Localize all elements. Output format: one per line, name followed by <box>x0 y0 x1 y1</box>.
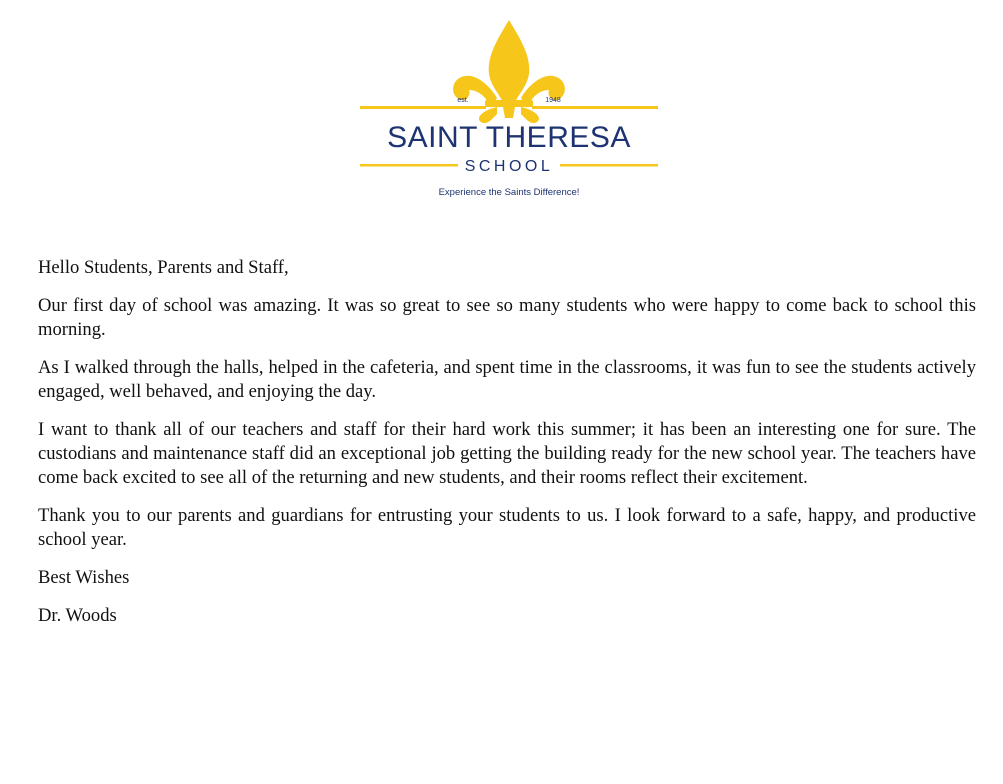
est-year: 1948 <box>545 97 561 104</box>
school-subname: SCHOOL <box>464 158 554 175</box>
letter-signature: Dr. Woods <box>38 605 117 626</box>
letter-paragraph-4: Thank you to our parents and guardians for entrusting your students to us. I look forward to a safe, happy, and productive school year. <box>38 505 976 550</box>
letter-paragraph-1: Our first day of school was amazing. It was so great to see so many students who were happy to come back to school this morning. <box>38 295 976 340</box>
school-tagline: Experience the Saints Difference! <box>438 187 580 198</box>
letter-closing: Best Wishes <box>38 567 130 588</box>
est-label: est. <box>457 97 469 104</box>
school-name: SAINT THERESA <box>387 121 631 154</box>
fleur-de-lis-logo-icon <box>357 14 661 206</box>
letter-paragraph-3: I want to thank all of our teachers and staff for their hard work this summer; it has been an interesting one for sure. The custodians and maintenance staff did an exceptional job getting the building ready for the new school year. The teachers have come back excited to see all of the returning and new students, and their rooms reflect their excitement. <box>38 419 976 488</box>
school-logo <box>357 14 661 206</box>
letter-paragraph-2: As I walked through the halls, helped in the cafeteria, and spent time in the classrooms, it was fun to see the students actively engaged, well behaved, and enjoying the day. <box>38 357 976 402</box>
letter-greeting: Hello Students, Parents and Staff, <box>38 257 289 278</box>
letter-body <box>38 256 976 642</box>
